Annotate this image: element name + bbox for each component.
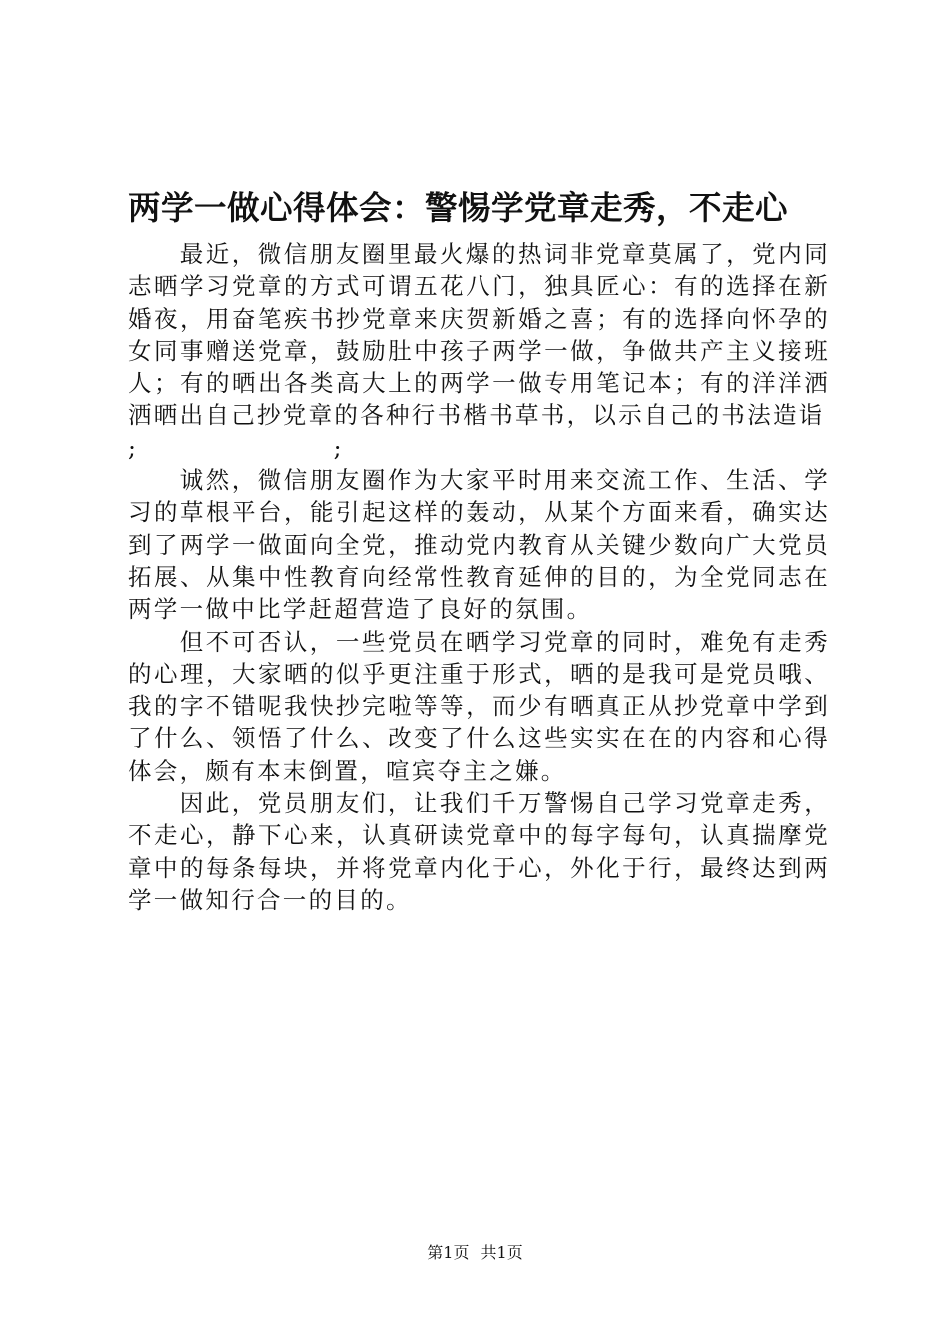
page-total: 共1页 bbox=[480, 1243, 523, 1262]
page-footer bbox=[0, 1242, 950, 1264]
document-body bbox=[128, 238, 830, 916]
paragraph-4: 因此，党员朋友们，让我们千万警惕自己学习党章走秀，不走心，静下心来，认真研读党章中的每字每句，认真揣摩党章中的每条每块，并将党章内化于心，外化于行，最终达到两学一做知行合一的目的。 bbox=[128, 789, 830, 914]
page-number: 第1页 bbox=[427, 1243, 470, 1262]
stray-semicolon-line: ; ; bbox=[128, 433, 344, 462]
document-title: 两学一做心得体会：警惕学党章走秀，不走心 bbox=[128, 189, 789, 227]
paragraph-2: 诚然，微信朋友圈作为大家平时用来交流工作、生活、学习的草根平台，能引起这样的轰动，从某个方面来看，确实达到了两学一做面向全党，推动党内教育从关键少数向广大党员拓展、从集中性教育向经常性教育延伸的目的，为全党同志在两学一做中比学赶超营造了良好的氛围。 bbox=[128, 466, 830, 624]
paragraph-3: 但不可否认，一些党员在晒学习党章的同时，难免有走秀的心理，大家晒的似乎更注重于形式，晒的是我可是党员哦、我的字不错呢我快抄完啦等等，而少有晒真正从抄党章中学到了什么、领悟了什么、改变了什么这些实实在在的内容和心得体会，颇有本末倒置，喧宾夺主之嫌。 bbox=[128, 627, 830, 785]
paragraph-1: 最近，微信朋友圈里最火爆的热词非党章莫属了，党内同志晒学习党章的方式可谓五花八门，独具匠心：有的选择在新婚夜，用奋笔疾书抄党章来庆贺新婚之喜；有的选择向怀孕的女同事赠送党章，鼓励肚中孩子两学一做，争做共产主义接班人；有的晒出各类高大上的两学一做专用笔记本；有的洋洋洒洒晒出自己抄党章的各种行书楷书草书，以示自己的书法造诣 bbox=[128, 240, 830, 430]
